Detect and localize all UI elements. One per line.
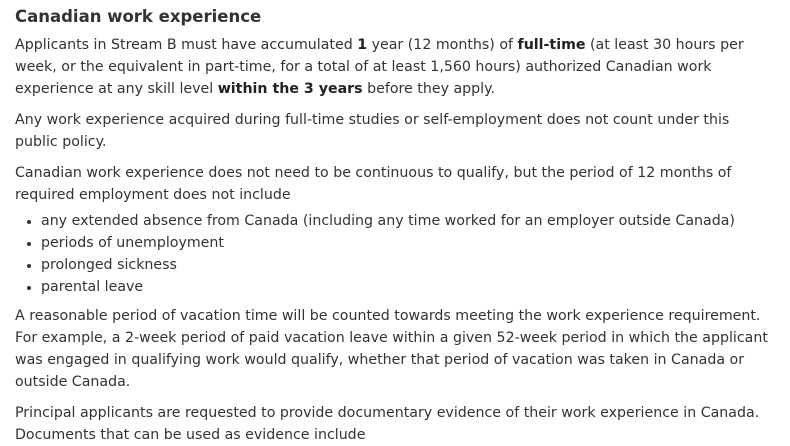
continuity-paragraph: Canadian work experience does not need to be continuous to qualify, but the period of 12 months of required employment does not include bbox=[15, 165, 732, 203]
vacation-paragraph: A reasonable period of vacation time will be counted towards meeting the work experience requirement. For example, a 2-week period of paid vacation leave within a given 52-week period in which the applicant was engaged in qualifying work would qualify, whether that period of vacation was taken in Canada or outside Canada. bbox=[15, 308, 768, 390]
excluded-experience-paragraph: Any work experience acquired during full-time studies or self-employment does not count under this public policy. bbox=[15, 112, 730, 150]
section-heading: Canadian work experience bbox=[15, 7, 262, 26]
list-item: • prolonged sickness bbox=[41, 254, 774, 276]
requirement-text-3: (at least 30 hours per week, or the equivalent in part-time, for a total of at least 1,560 hours) authorized Canadian work experience at any skill level bbox=[15, 37, 744, 97]
requirement-years-emphasis: 1 bbox=[357, 37, 368, 53]
requirement-text-1: Applicants in Stream B must have accumulated bbox=[15, 37, 358, 53]
list-item: • any extended absence from Canada (including any time worked for an employer outside Canada) bbox=[41, 210, 774, 232]
stream-b-requirement-paragraph bbox=[15, 34, 774, 100]
list-item: • periods of unemployment bbox=[41, 232, 774, 254]
list-item: • parental leave bbox=[41, 276, 774, 298]
full-time-emphasis: full-time bbox=[517, 37, 586, 53]
requirement-text-4: before they apply. bbox=[362, 81, 496, 97]
requirement-text-2: year (12 months) of bbox=[367, 37, 518, 53]
within-years-emphasis: within the 3 years bbox=[217, 81, 363, 97]
evidence-paragraph: Principal applicants are requested to provide documentary evidence of their work experience in Canada. Documents that can be used as evidence include bbox=[15, 405, 760, 443]
exclusions-list bbox=[15, 210, 774, 298]
